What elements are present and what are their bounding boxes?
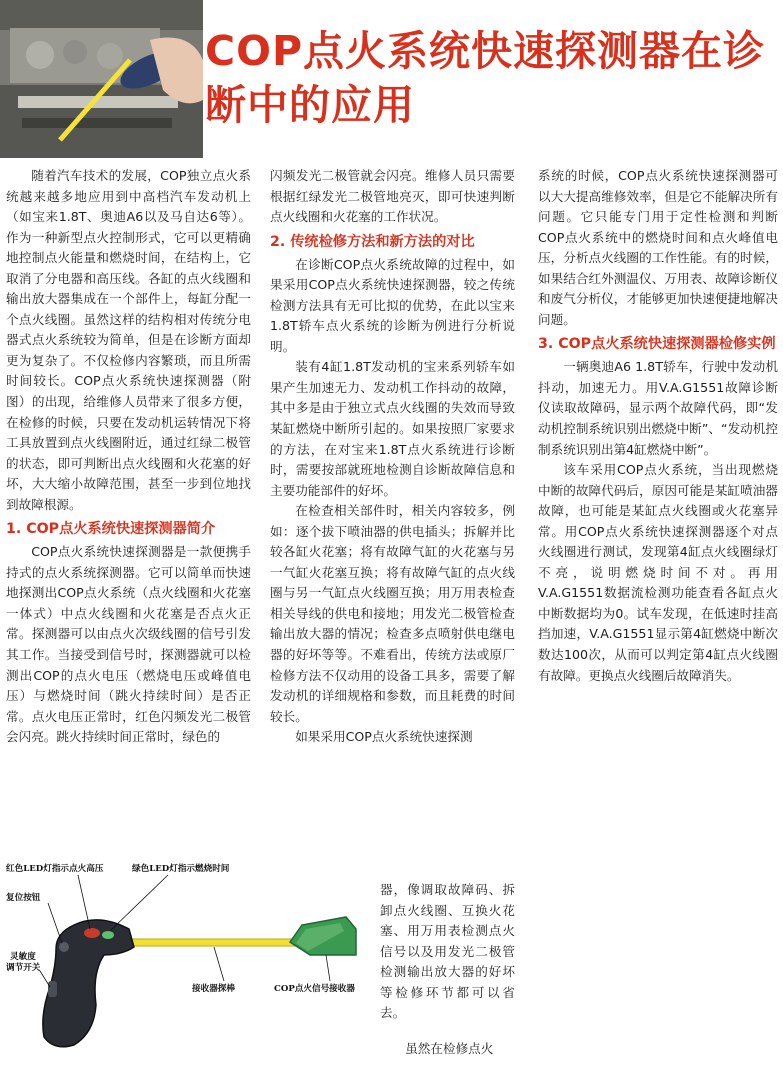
section-1-body: COP点火系统快速探测器是一款便携手持式的点火系统探测器。它可以简单而快速地探测出COP点火系统（点火线圈和火花塞一体式）中点火线圈和火花塞是否点火正常。探测器可以由点火次级线圈的信号引发其工作。当接受到信号时，探测器就可以检测出COP的点火电压（燃烧电压或峰值电压）与燃烧时间（跳火持续时间）是否正常。点火电压正常时，红色闪频发光二极管会闪亮。跳火持续时间正常时，绿色的: [6, 544, 251, 745]
column-3: [538, 166, 778, 686]
section-3-heading: 3. COP点火系统快速探测器检修实例: [538, 336, 776, 353]
column-2-wrap: [380, 880, 515, 1024]
engine-photo: [0, 0, 203, 158]
red-led-label: 红色LED灯指示点火高压: [6, 864, 104, 874]
section-2-wrap-text: 器，像调取故障码、拆卸点火线圈、互换火花塞、用万用表检测点火信号以及用发光二极管检测输出放大器的好坏等检修环节都可以省去。: [380, 882, 515, 1021]
section-2-paragraph: 装有4缸1.8T发动机的宝来系列轿车如果产生加速无力、发动机工作抖动的故障，其中多是由于独立式点火线圈的失效而导致某缸燃烧中断所引起的。如果按照厂家要求的方法，在对宝来1.8T点火系统进行诊断时，需要按部就班地检测自诊断故障信息和主要功能部件的好坏。: [270, 359, 515, 498]
section-2-paragraph: 如果采用COP点火系统快速探测: [295, 729, 473, 745]
section-3-paragraph: 一辆奥迪A6 1.8T轿车，行驶中发动机抖动，加速无力。用V.A.G1551故障诊断仪读取故障码，显示两个故障代码，即“发动机控制系统识别出燃烧中断”、“发动机控制系统识别出第4缸燃烧中断”。: [538, 359, 778, 457]
section-3-paragraph: 该车采用COP点火系统，当出现燃烧中断的故障代码后，原因可能是某缸喷油器故障，也可能是某缸点火线圈或火花塞异常。用COP点火系统快速探测器逐个对点火线圈进行测试，发现第4缸点火线圈绿灯不亮，说明燃烧时间不对。再用V.A.G1551数据流检测功能查看各缸点火中断数据均为0。试车发现，在低速时挂高挡加速，V.A.G1551显示第4缸燃烧中断次数达100次，从而可以判定第4缸点火线圈有故障。更换点火线圈后故障消失。: [538, 462, 778, 683]
sensitivity-label-2: 调节开关: [6, 963, 41, 973]
section-1-heading: 1. COP点火系统快速探测器简介: [6, 521, 216, 538]
section-1-body-cont: 闪频发光二极管就会闪亮。维修人员只需要根据红绿发光二极管地亮灭，即可快速判断点火线圈和火花塞的工作状况。: [270, 168, 515, 225]
intro-paragraph: 随着汽车技术的发展，COP独立点火系统越来越多地应用到中高档汽车发动机上（如宝来1.8T、奥迪A6以及马自达6等）。作为一种新型点火控制形式，它可以更精确地控制点火能量和燃烧时间，在结构上，它取消了分电器和高压线。各缸的点火线圈和输出放大器集成在一个部件上，每缸分配一个点火线圈。虽然这样的结构相对传统分电器式点火系统较为简单，但是在诊断方面却更为复杂了。不仅检修内容繁琐，而且所需时间较长。COP点火系统快速探测器（附图）的出现，给维修人员带来了很多方便，在检修的时候，只要在发动机运转情况下将工具放置到点火线圈附近，通过红绿二极管的状态，即可判断出点火线圈和火花塞的好坏，大大缩小故障范围，甚至一步到位地找到故障根源。: [6, 168, 251, 512]
section-2-paragraph: 在检查相关部件时，相关内容较多，例如：逐个拔下喷油器的供电插头；拆解并比较各缸火花塞；将有故障气缸的火花塞与另一气缸火花塞互换；将有故障气缸的点火线圈与另一气缸点火线圈互换；用万用表检查相关导线的供电和接地；用发光二极管检查输出放大器的情况；检查多点喷射供电继电器的好坏等等。不难看出，传统方法或原厂检修方法不仅动用的设备工具多，需要了解发动机的详细规格和参数，而且耗费的时间较长。: [270, 503, 515, 724]
reset-button-label: 复位按钮: [6, 893, 41, 903]
receiver-label: COP点火信号接收器: [274, 984, 355, 994]
reset-button-icon: [59, 942, 69, 952]
green-led-icon: [102, 931, 114, 939]
column-2: [270, 166, 515, 748]
column-3-paragraph: 系统的时候，COP点火系统快速探测器可以大大提高维修效率，但是它不能解决所有问题。它只能专门用于定性检测和判断COP点火系统中的燃烧时间和点火峰值电压，分析点火线圈的工作性能。有的时候，如果结合红外测温仪、万用表、故障诊断仪和废气分析仪，才能够更加快速便捷地解决问题。: [538, 168, 778, 327]
sensitivity-switch-icon: [48, 981, 57, 997]
probe-rod-label: 接收器探棒: [192, 984, 235, 994]
probe-rod: [124, 939, 296, 946]
device-illustration: [4, 855, 376, 1067]
column-1: [6, 166, 251, 748]
article-title: COP点火系统快速探测器在诊断中的应用: [205, 27, 765, 129]
section-2-paragraph: 在诊断COP点火系统故障的过程中，如果采用COP点火系统快速探测器，较之传统检测方法具有无可比拟的优势，在此以宝来1.8T轿车点火系统的诊断为例进行分析说明。: [270, 256, 515, 354]
green-led-label: 绿色LED灯指示燃烧时间: [132, 864, 230, 874]
sensitivity-label-1: 灵敏度: [10, 952, 36, 962]
section-2-heading: 2. 传统检修方法和新方法的对比: [270, 233, 475, 250]
red-led-icon: [84, 928, 100, 938]
section-2-last-line: 虽然在检修点火: [405, 1041, 494, 1056]
column-2-last: [380, 1039, 515, 1060]
